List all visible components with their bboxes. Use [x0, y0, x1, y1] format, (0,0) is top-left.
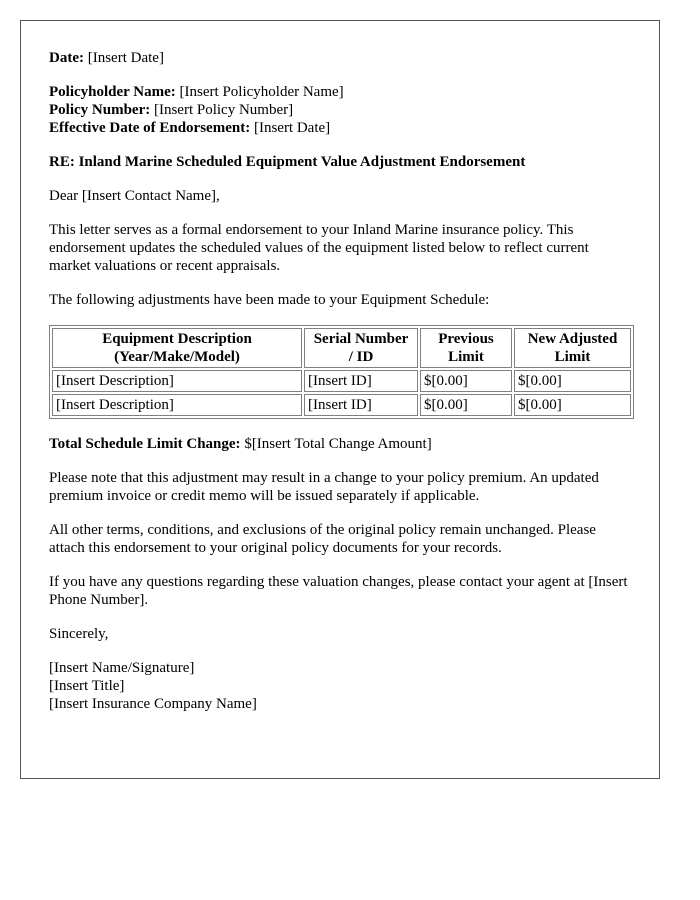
- contact-note: If you have any questions regarding these valuation changes, please contact your agent at [Insert Phone Number].: [49, 574, 628, 608]
- effective-date-value: [Insert Date]: [253, 120, 331, 136]
- signature-name: [Insert Name/Signature]: [49, 660, 195, 676]
- date-label: Date:: [49, 50, 84, 66]
- column-header-serial: [304, 328, 418, 368]
- column-header-line: Previous: [438, 331, 494, 347]
- cell-serial: [Insert ID]: [304, 370, 418, 392]
- schedule-intro: The following adjustments have been made to your Equipment Schedule:: [49, 292, 490, 308]
- column-header-line: Limit: [448, 349, 484, 365]
- column-header-line: New Adjusted: [527, 331, 618, 347]
- total-change-line: [49, 435, 631, 453]
- column-header-description: [52, 328, 302, 368]
- column-header-previous-limit: [420, 328, 512, 368]
- cell-serial: [Insert ID]: [304, 394, 418, 416]
- endorsement-letter: [20, 20, 660, 779]
- closing: Sincerely,: [49, 626, 109, 642]
- column-header-line: Limit: [554, 349, 591, 365]
- column-header-line: / ID: [348, 349, 374, 365]
- policy-number-value: [Insert Policy Number]: [153, 102, 294, 118]
- terms-note: All other terms, conditions, and exclusions of the original policy remain unchanged. Please attach this endorsement to your original policy documents for your records.: [49, 522, 596, 556]
- cell-description: [Insert Description]: [52, 370, 302, 392]
- subject-line: RE: Inland Marine Scheduled Equipment Value Adjustment Endorsement: [49, 154, 526, 170]
- column-header-line: Equipment Description: [102, 331, 252, 347]
- intro-paragraph: This letter serves as a formal endorsement to your Inland Marine insurance policy. This endorsement updates the scheduled values of the equipment listed below to reflect current market valuations or recent appraisals.: [49, 222, 589, 274]
- signature-company: [Insert Insurance Company Name]: [49, 696, 257, 712]
- policyholder-line: [49, 83, 631, 101]
- premium-note: Please note that this adjustment may result in a change to your policy premium. An updated premium invoice or credit memo will be issued separately if applicable.: [49, 470, 599, 504]
- table-row: [52, 394, 631, 416]
- cell-previous-limit: $[0.00]: [420, 394, 512, 416]
- table-header-row: [52, 328, 631, 368]
- salutation: Dear [Insert Contact Name],: [49, 188, 220, 204]
- policy-number-line: [49, 101, 631, 119]
- policyholder-value: [Insert Policyholder Name]: [179, 84, 344, 100]
- column-header-line: (Year/Make/Model): [114, 349, 240, 365]
- column-header-line: Serial Number: [313, 331, 409, 347]
- policy-number-label: Policy Number:: [49, 102, 151, 118]
- column-header-new-limit: [514, 328, 631, 368]
- date-line: [49, 49, 631, 67]
- signature-block: [49, 659, 631, 713]
- date-value: [Insert Date]: [87, 50, 164, 66]
- effective-date-label: Effective Date of Endorsement:: [49, 120, 251, 136]
- policyholder-label: Policyholder Name:: [49, 84, 176, 100]
- total-change-value: $[Insert Total Change Amount]: [244, 436, 432, 452]
- cell-description: [Insert Description]: [52, 394, 302, 416]
- date-block: [49, 49, 631, 67]
- effective-date-line: [49, 119, 631, 137]
- table-row: [52, 370, 631, 392]
- cell-new-limit: $[0.00]: [514, 394, 631, 416]
- cell-new-limit: $[0.00]: [514, 370, 631, 392]
- total-change-label: Total Schedule Limit Change:: [49, 436, 241, 452]
- equipment-schedule-table: [49, 325, 634, 419]
- signature-title: [Insert Title]: [49, 678, 125, 694]
- policy-info-block: [49, 83, 631, 137]
- cell-previous-limit: $[0.00]: [420, 370, 512, 392]
